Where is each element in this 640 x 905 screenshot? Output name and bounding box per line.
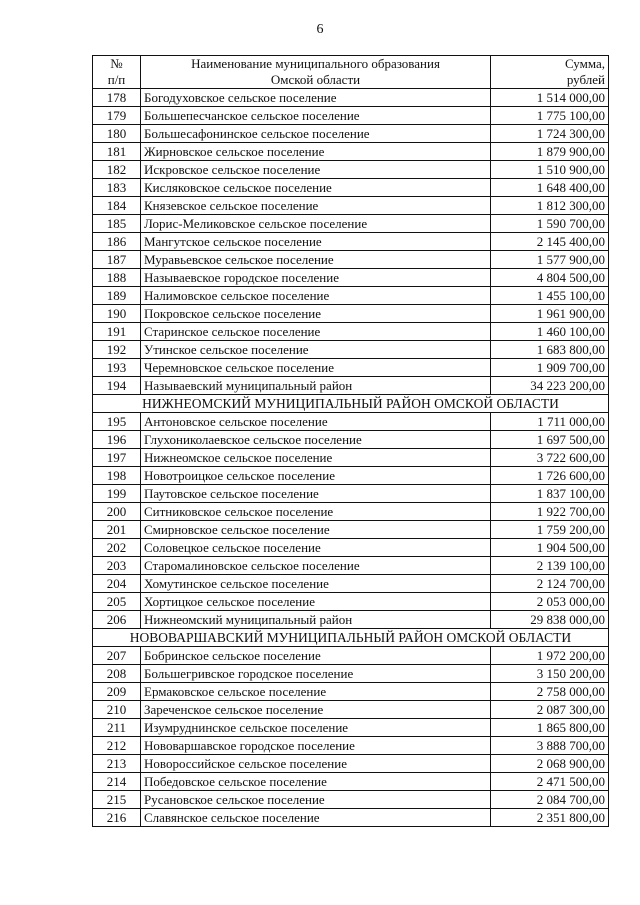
row-number: 178 (93, 89, 141, 107)
row-name: Кисляковское сельское поселение (141, 179, 491, 197)
row-name: Русановское сельское поселение (141, 791, 491, 809)
row-name: Нижнеомское сельское поселение (141, 449, 491, 467)
header-number-line1: № (110, 56, 123, 71)
row-sum: 1 514 000,00 (491, 89, 609, 107)
row-sum: 1 879 900,00 (491, 143, 609, 161)
table-row (93, 161, 609, 179)
row-number: 193 (93, 359, 141, 377)
row-sum: 1 460 100,00 (491, 323, 609, 341)
table-row (93, 323, 609, 341)
row-sum: 2 471 500,00 (491, 773, 609, 791)
table-row (93, 593, 609, 611)
table-row (93, 287, 609, 305)
table-row (93, 179, 609, 197)
row-name: Хомутинское сельское поселение (141, 575, 491, 593)
row-name: Князевское сельское поселение (141, 197, 491, 215)
row-name: Зареченское сельское поселение (141, 701, 491, 719)
table-row (93, 143, 609, 161)
row-sum: 1 683 800,00 (491, 341, 609, 359)
row-number: 185 (93, 215, 141, 233)
table-row (93, 305, 609, 323)
table-row (93, 647, 609, 665)
table-row (93, 89, 609, 107)
header-name-line2: Омской области (270, 72, 361, 87)
table-row (93, 521, 609, 539)
row-sum: 1 775 100,00 (491, 107, 609, 125)
row-sum: 2 124 700,00 (491, 575, 609, 593)
table-row (93, 377, 609, 395)
row-sum: 1 909 700,00 (491, 359, 609, 377)
row-sum: 2 351 800,00 (491, 809, 609, 827)
row-number: 208 (93, 665, 141, 683)
row-name: Большепесчанское сельское поселение (141, 107, 491, 125)
row-name: Бобринское сельское поселение (141, 647, 491, 665)
row-name: Славянское сельское поселение (141, 809, 491, 827)
row-number: 214 (93, 773, 141, 791)
row-sum: 1 724 300,00 (491, 125, 609, 143)
row-number: 213 (93, 755, 141, 773)
table-row (93, 431, 609, 449)
table-row (93, 359, 609, 377)
row-number: 210 (93, 701, 141, 719)
row-number: 212 (93, 737, 141, 755)
header-number-line2: п/п (107, 72, 126, 87)
row-number: 186 (93, 233, 141, 251)
table-row (93, 215, 609, 233)
row-name: Ермаковское сельское поселение (141, 683, 491, 701)
row-sum: 2 087 300,00 (491, 701, 609, 719)
row-name: Большесафонинское сельское поселение (141, 125, 491, 143)
table-row (93, 575, 609, 593)
table-row (93, 611, 609, 629)
row-sum: 1 711 000,00 (491, 413, 609, 431)
row-number: 203 (93, 557, 141, 575)
row-number: 209 (93, 683, 141, 701)
header-row (93, 56, 609, 89)
row-sum: 3 722 600,00 (491, 449, 609, 467)
table-row (93, 665, 609, 683)
table-row (93, 791, 609, 809)
table-row (93, 341, 609, 359)
header-name (141, 56, 491, 89)
row-sum: 1 961 900,00 (491, 305, 609, 323)
row-number: 204 (93, 575, 141, 593)
row-name: Новотроицкое сельское поселение (141, 467, 491, 485)
row-sum: 1 922 700,00 (491, 503, 609, 521)
row-number: 202 (93, 539, 141, 557)
table-row (93, 233, 609, 251)
row-number: 195 (93, 413, 141, 431)
row-number: 183 (93, 179, 141, 197)
row-number: 180 (93, 125, 141, 143)
row-name: Утинское сельское поселение (141, 341, 491, 359)
header-name-line1: Наименование муниципального образования (191, 56, 440, 71)
table-row (93, 755, 609, 773)
row-name: Называевский муниципальный район (141, 377, 491, 395)
table-row (93, 467, 609, 485)
row-number: 200 (93, 503, 141, 521)
row-name: Победовское сельское поселение (141, 773, 491, 791)
row-number: 187 (93, 251, 141, 269)
row-number: 182 (93, 161, 141, 179)
row-number: 211 (93, 719, 141, 737)
section-title: НИЖНЕОМСКИЙ МУНИЦИПАЛЬНЫЙ РАЙОН ОМСКОЙ ОБЛАСТИ (93, 395, 609, 413)
section-row (93, 395, 609, 413)
row-sum: 4 804 500,00 (491, 269, 609, 287)
row-name: Называевское городское поселение (141, 269, 491, 287)
table-row (93, 197, 609, 215)
table-row (93, 773, 609, 791)
row-number: 184 (93, 197, 141, 215)
header-sum-line2: рублей (566, 72, 605, 87)
row-name: Старомалиновское сельское поселение (141, 557, 491, 575)
row-number: 196 (93, 431, 141, 449)
row-name: Большегривское городское поселение (141, 665, 491, 683)
row-name: Паутовское сельское поселение (141, 485, 491, 503)
row-number: 181 (93, 143, 141, 161)
row-sum: 1 510 900,00 (491, 161, 609, 179)
row-number: 192 (93, 341, 141, 359)
row-number: 206 (93, 611, 141, 629)
row-sum: 1 865 800,00 (491, 719, 609, 737)
row-name: Искровское сельское поселение (141, 161, 491, 179)
row-sum: 1 577 900,00 (491, 251, 609, 269)
table-row (93, 737, 609, 755)
row-number: 191 (93, 323, 141, 341)
header-number (93, 56, 141, 89)
row-sum: 1 590 700,00 (491, 215, 609, 233)
row-number: 215 (93, 791, 141, 809)
row-name: Изумруднинское сельское поселение (141, 719, 491, 737)
row-number: 189 (93, 287, 141, 305)
table-header (93, 56, 609, 89)
row-sum: 2 068 900,00 (491, 755, 609, 773)
row-name: Муравьевское сельское поселение (141, 251, 491, 269)
table-row (93, 125, 609, 143)
row-sum: 1 648 400,00 (491, 179, 609, 197)
table-row (93, 107, 609, 125)
row-number: 194 (93, 377, 141, 395)
row-name: Мангутское сельское поселение (141, 233, 491, 251)
row-name: Хортицкое сельское поселение (141, 593, 491, 611)
table-row (93, 719, 609, 737)
table-row (93, 809, 609, 827)
row-name: Покровское сельское поселение (141, 305, 491, 323)
row-sum: 2 758 000,00 (491, 683, 609, 701)
row-name: Богодуховское сельское поселение (141, 89, 491, 107)
header-sum-line1: Сумма, (564, 56, 605, 71)
table-row (93, 557, 609, 575)
row-sum: 1 904 500,00 (491, 539, 609, 557)
row-name: Лорис-Меликовское сельское поселение (141, 215, 491, 233)
row-sum: 2 053 000,00 (491, 593, 609, 611)
row-sum: 1 759 200,00 (491, 521, 609, 539)
row-sum: 2 084 700,00 (491, 791, 609, 809)
allocation-table (92, 55, 609, 827)
row-name: Смирновское сельское поселение (141, 521, 491, 539)
table-row (93, 683, 609, 701)
section-title: НОВОВАРШАВСКИЙ МУНИЦИПАЛЬНЫЙ РАЙОН ОМСКОЙ ОБЛАСТИ (93, 629, 609, 647)
row-number: 190 (93, 305, 141, 323)
row-name: Соловецкое сельское поселение (141, 539, 491, 557)
row-sum: 1 455 100,00 (491, 287, 609, 305)
row-name: Нижнеомский муниципальный район (141, 611, 491, 629)
row-name: Нововаршавское городское поселение (141, 737, 491, 755)
row-name: Старинское сельское поселение (141, 323, 491, 341)
row-name: Черемновское сельское поселение (141, 359, 491, 377)
table-row (93, 701, 609, 719)
table-row (93, 539, 609, 557)
row-sum: 34 223 200,00 (491, 377, 609, 395)
row-number: 197 (93, 449, 141, 467)
row-number: 179 (93, 107, 141, 125)
page-number: 6 (316, 22, 324, 37)
table-row (93, 413, 609, 431)
row-sum: 1 812 300,00 (491, 197, 609, 215)
header-sum (491, 56, 609, 89)
table-row (93, 269, 609, 287)
row-name: Глухониколаевское сельское поселение (141, 431, 491, 449)
row-number: 199 (93, 485, 141, 503)
row-sum: 1 972 200,00 (491, 647, 609, 665)
section-row (93, 629, 609, 647)
row-number: 188 (93, 269, 141, 287)
row-name: Новороссийское сельское поселение (141, 755, 491, 773)
row-number: 205 (93, 593, 141, 611)
row-name: Жирновское сельское поселение (141, 143, 491, 161)
table-row (93, 251, 609, 269)
row-sum: 3 888 700,00 (491, 737, 609, 755)
row-sum: 1 697 500,00 (491, 431, 609, 449)
table-row (93, 503, 609, 521)
row-number: 201 (93, 521, 141, 539)
row-sum: 1 726 600,00 (491, 467, 609, 485)
row-name: Антоновское сельское поселение (141, 413, 491, 431)
row-number: 216 (93, 809, 141, 827)
table-row (93, 449, 609, 467)
table-row (93, 485, 609, 503)
table-body (93, 89, 609, 827)
row-sum: 3 150 200,00 (491, 665, 609, 683)
row-name: Ситниковское сельское поселение (141, 503, 491, 521)
row-sum: 29 838 000,00 (491, 611, 609, 629)
row-sum: 2 139 100,00 (491, 557, 609, 575)
row-number: 207 (93, 647, 141, 665)
row-sum: 2 145 400,00 (491, 233, 609, 251)
row-number: 198 (93, 467, 141, 485)
row-sum: 1 837 100,00 (491, 485, 609, 503)
row-name: Налимовское сельское поселение (141, 287, 491, 305)
